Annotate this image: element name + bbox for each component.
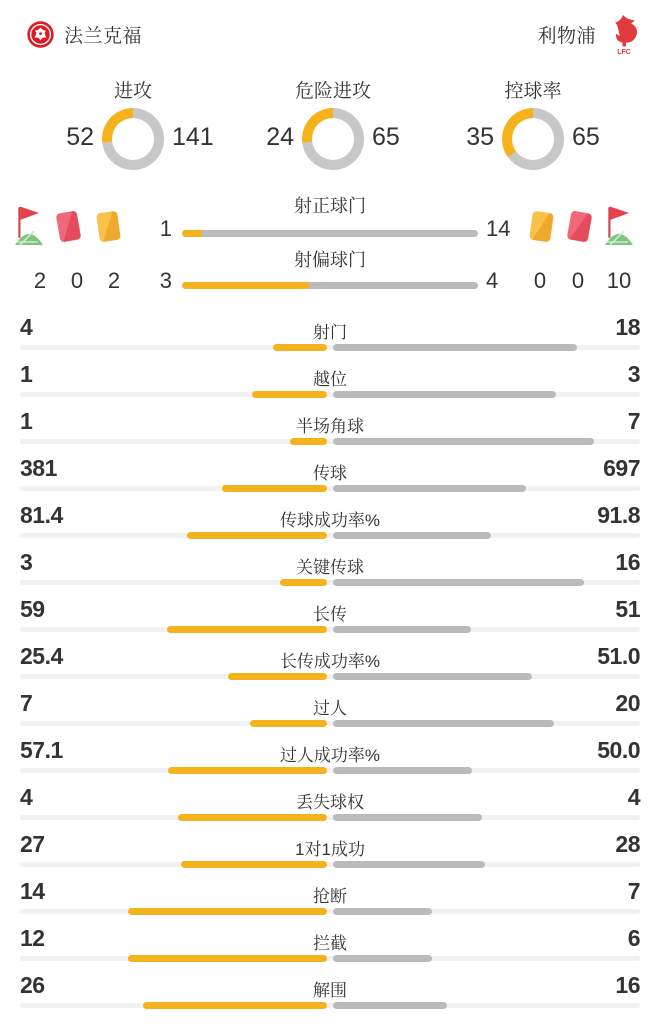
stat-away-value: 91.8 (597, 502, 640, 528)
stat-away-value: 28 (615, 831, 640, 857)
stat-row (0, 355, 660, 402)
shots-section (0, 192, 660, 308)
away-team-name: 利物浦 (537, 25, 596, 47)
shot-bar-away (309, 282, 478, 289)
stat-home-value: 26 (20, 972, 45, 998)
stat-bar-track (20, 862, 640, 867)
donut-home-value: 35 (466, 123, 494, 151)
match-header (0, 14, 660, 58)
stat-bar-home (167, 626, 327, 633)
stat-label: 传球 (313, 464, 347, 483)
stat-bar-track (20, 580, 640, 585)
donut-ring (102, 108, 164, 170)
donut-item (423, 76, 643, 186)
stat-bar-away (333, 814, 482, 821)
stat-bar-away (333, 720, 554, 727)
corner-flag-count: 10 (606, 268, 632, 293)
stat-row (0, 543, 660, 590)
stat-bar-away (333, 626, 471, 633)
frankfurt-badge-icon (27, 21, 54, 48)
shot-away-value: 14 (486, 216, 511, 241)
stat-row (0, 496, 660, 543)
stat-home-value: 57.1 (20, 737, 63, 763)
stat-label: 长传成功率% (279, 652, 381, 671)
stat-home-value: 4 (20, 784, 33, 810)
red-card-count: 0 (571, 268, 585, 293)
shot-bar-away (202, 230, 478, 237)
stat-bar-track (20, 815, 640, 820)
donut-ring (502, 108, 564, 170)
stat-bar-track (20, 439, 640, 444)
stat-away-value: 16 (615, 972, 640, 998)
red-card-icon (567, 210, 593, 242)
shots-on-target-title: 射正球门 (294, 196, 366, 216)
stat-bar-away (333, 673, 532, 680)
stats-list (0, 308, 660, 1013)
stat-bar-home (168, 767, 327, 774)
stat-home-value: 1 (20, 361, 33, 387)
stat-label: 抢断 (313, 887, 347, 906)
stat-away-value: 6 (627, 925, 640, 951)
donut-item (223, 76, 443, 186)
stat-home-value: 27 (20, 831, 45, 857)
stat-away-value: 50.0 (597, 737, 640, 763)
stat-home-value: 81.4 (20, 502, 63, 528)
donut-title: 控球率 (504, 81, 562, 102)
stat-row (0, 308, 660, 355)
stat-row (0, 402, 660, 449)
stat-bar-away (333, 485, 526, 492)
stat-home-value: 12 (20, 925, 45, 951)
stat-bar-track (20, 956, 640, 961)
stat-away-value: 51.0 (597, 643, 640, 669)
stat-away-value: 51 (615, 596, 640, 622)
stat-away-value: 20 (615, 690, 640, 716)
stat-bar-home (280, 579, 327, 586)
stat-away-value: 16 (615, 549, 640, 575)
stat-label: 拦截 (313, 934, 347, 953)
summary-donuts (0, 76, 660, 188)
stat-home-value: 25.4 (20, 643, 63, 669)
stat-label: 过人 (313, 699, 347, 718)
stat-away-value: 18 (615, 314, 640, 340)
yellow-card-count: 0 (533, 268, 547, 293)
svg-text:LFC: LFC (617, 49, 631, 55)
corner-flag-icon (602, 204, 636, 246)
stat-bar-home (250, 720, 327, 727)
stat-home-value: 3 (20, 549, 33, 575)
yellow-card-count: 2 (107, 268, 121, 293)
home-team[interactable] (27, 14, 142, 54)
liverpool-logo-icon (606, 13, 642, 55)
stat-bar-track (20, 345, 640, 350)
yellow-card-icon (529, 211, 554, 243)
stat-row (0, 590, 660, 637)
donut-away-value: 65 (372, 123, 400, 151)
shot-away-value: 4 (486, 268, 499, 293)
stat-row (0, 449, 660, 496)
stat-bar-home (290, 438, 327, 445)
stat-row (0, 778, 660, 825)
stat-label: 射门 (313, 323, 347, 342)
stat-row (0, 731, 660, 778)
corner-flag-icon (12, 204, 46, 246)
stat-away-value: 7 (627, 408, 640, 434)
stat-bar-track (20, 768, 640, 773)
stat-label: 长传 (313, 605, 347, 624)
donut-title: 进攻 (113, 81, 152, 102)
stat-away-value: 7 (627, 878, 640, 904)
stat-away-value: 4 (627, 784, 640, 810)
stat-label: 半场角球 (296, 417, 364, 436)
stat-label: 关键传球 (296, 558, 364, 577)
stat-bar-away (333, 532, 491, 539)
stat-row (0, 919, 660, 966)
stat-home-value: 14 (20, 878, 45, 904)
stat-row (0, 872, 660, 919)
donut-home-value: 52 (66, 123, 94, 151)
shot-bar (182, 230, 478, 237)
stat-bar-home (252, 391, 327, 398)
stat-bar-away (333, 861, 485, 868)
yellow-card-icon (96, 211, 121, 243)
stat-bar-home (143, 1002, 327, 1009)
donut-item (23, 76, 243, 186)
stat-bar-away (333, 955, 432, 962)
stat-away-value: 3 (627, 361, 640, 387)
stat-bar-away (333, 1002, 447, 1009)
stat-home-value: 381 (20, 455, 57, 481)
home-team-name: 法兰克福 (64, 25, 143, 47)
stat-bar-home (178, 814, 327, 821)
stat-bar-home (128, 955, 327, 962)
shot-bar (182, 282, 478, 289)
stat-label: 1对1成功 (295, 840, 365, 859)
stat-home-value: 7 (20, 690, 33, 716)
stat-away-value: 697 (603, 455, 640, 481)
donut-title: 危险进攻 (294, 81, 371, 102)
stat-home-value: 59 (20, 596, 45, 622)
stat-bar-track (20, 674, 640, 679)
stat-bar-track (20, 486, 640, 491)
shot-bar-home (182, 230, 202, 237)
shot-home-value: 3 (159, 268, 172, 293)
shots-off-target-title: 射偏球门 (294, 250, 366, 270)
stat-label: 解围 (313, 981, 347, 1000)
donut-home-value: 24 (266, 123, 294, 151)
stat-bar-track (20, 627, 640, 632)
away-team[interactable] (537, 14, 642, 54)
stat-row (0, 825, 660, 872)
red-card-count: 0 (70, 268, 84, 293)
shot-bar-home (182, 282, 309, 289)
stat-bar-home (128, 908, 327, 915)
stat-row (0, 637, 660, 684)
stat-bar-track (20, 909, 640, 914)
stat-bar-home (222, 485, 327, 492)
stat-bar-home (187, 532, 327, 539)
stat-bar-away (333, 908, 432, 915)
shot-home-value: 1 (159, 216, 172, 241)
stat-bar-track (20, 533, 640, 538)
donut-ring (302, 108, 364, 170)
donut-away-value: 65 (572, 123, 600, 151)
stat-bar-away (333, 391, 556, 398)
donut-away-value: 141 (172, 123, 214, 151)
stat-bar-away (333, 438, 594, 445)
stat-bar-away (333, 579, 584, 586)
stat-row (0, 684, 660, 731)
stat-bar-track (20, 392, 640, 397)
stat-label: 传球成功率% (279, 511, 381, 530)
stat-row (0, 966, 660, 1013)
corner-flag-count: 2 (33, 268, 47, 293)
stat-label: 过人成功率% (279, 746, 381, 765)
stat-bar-track (20, 1003, 640, 1008)
stat-label: 丢失球权 (296, 793, 364, 812)
stat-bar-away (333, 767, 472, 774)
stat-bar-home (228, 673, 327, 680)
stat-bar-away (333, 344, 577, 351)
stat-bar-home (181, 861, 327, 868)
stat-home-value: 1 (20, 408, 33, 434)
stat-label: 越位 (313, 370, 347, 389)
stat-bar-track (20, 721, 640, 726)
stat-home-value: 4 (20, 314, 33, 340)
stat-bar-home (273, 344, 327, 351)
